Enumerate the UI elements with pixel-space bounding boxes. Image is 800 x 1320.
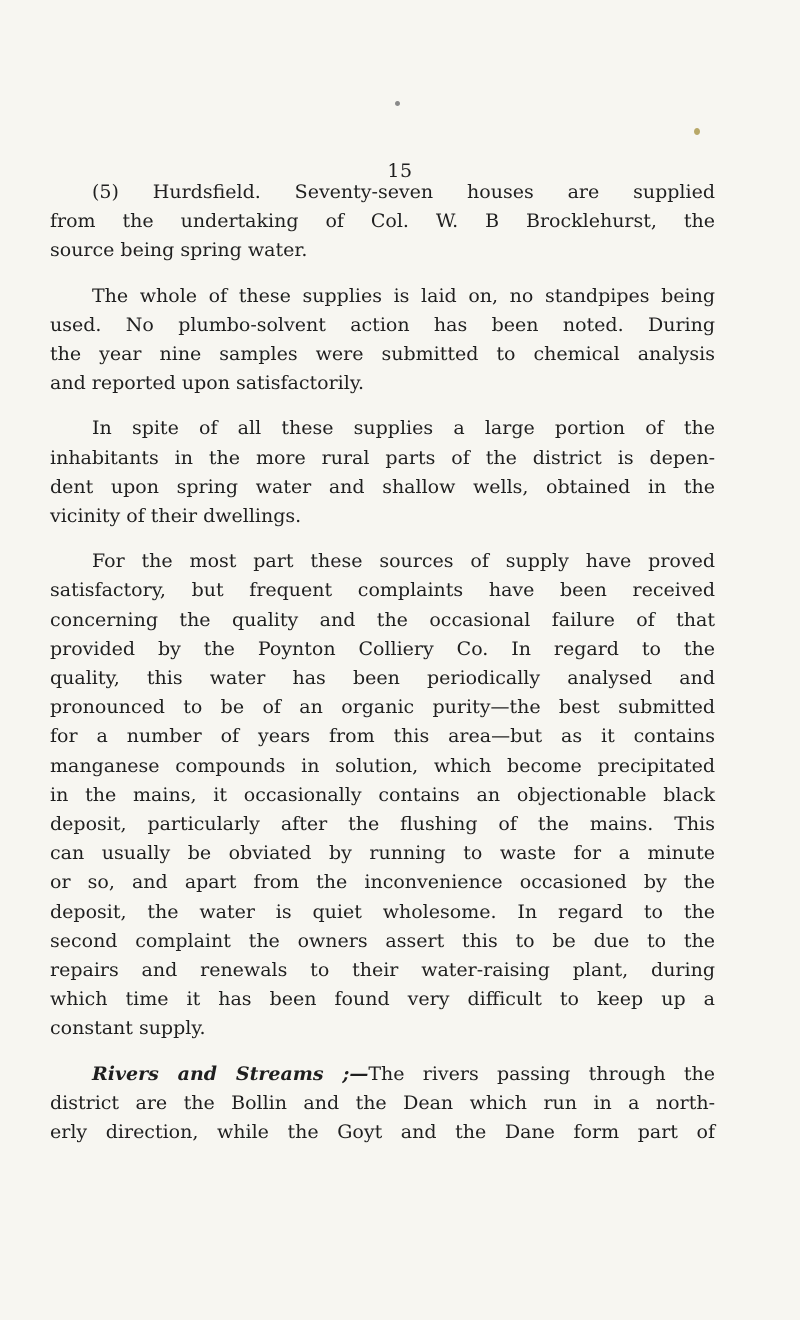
text-line: vicinity of their dwellings. bbox=[50, 505, 302, 528]
text-line: dent upon spring water and shallow wells, obtained in the bbox=[50, 475, 715, 498]
text-line: For the most part these sources of supply have proved bbox=[92, 550, 715, 573]
paragraph-rivers bbox=[50, 1060, 715, 1148]
text-line: the year nine samples were submitted to chemical analysis bbox=[50, 343, 715, 366]
paragraph-rural bbox=[50, 414, 715, 531]
text-line: deposit, the water is quiet wholesome. In regard to the bbox=[50, 900, 715, 923]
text-line: (5) Hurdsfield. Seventy-seven houses are supplied bbox=[92, 181, 715, 203]
text-line: erly direction, while the Goyt and the Dane form part of bbox=[50, 1121, 715, 1144]
body-text bbox=[50, 178, 715, 1163]
text-line: In spite of all these supplies a large portion of the bbox=[92, 417, 715, 440]
text-line: concerning the quality and the occasional failure of that bbox=[50, 608, 715, 631]
text-line: deposit, particularly after the flushing of the mains. This bbox=[50, 813, 715, 836]
text-line: The whole of these supplies is laid on, no standpipes being bbox=[92, 284, 715, 307]
paragraph-poynton bbox=[50, 547, 715, 1043]
text-line: pronounced to be of an organic purity—the best submitted bbox=[50, 696, 715, 719]
text-line: in the mains, it occasionally contains an objectionable black bbox=[50, 783, 715, 806]
text-line: second complaint the owners assert this to be due to the bbox=[50, 929, 715, 952]
text-line: can usually be obviated by running to waste for a minute bbox=[50, 842, 715, 865]
text-line: from the undertaking of Col. W. B Brocklehurst, the bbox=[50, 210, 715, 233]
paragraph-supplies bbox=[50, 282, 715, 399]
text-line bbox=[50, 1060, 715, 1089]
text-line: repairs and renewals to their water-raising plant, during bbox=[50, 959, 715, 982]
print-speck bbox=[395, 101, 400, 106]
text-line: used. No plumbo-solvent action has been noted. During bbox=[50, 313, 715, 336]
text-line: inhabitants in the more rural parts of the district is depen- bbox=[50, 446, 715, 469]
text-line: source being spring water. bbox=[50, 239, 308, 262]
text-line: manganese compounds in solution, which become precipitated bbox=[50, 754, 715, 777]
text-line: constant supply. bbox=[50, 1017, 206, 1040]
print-speck bbox=[694, 128, 700, 135]
text-line: satisfactory, but frequent complaints have been received bbox=[50, 579, 715, 602]
page-number: 15 bbox=[387, 160, 413, 182]
text-line: provided by the Poynton Colliery Co. In regard to the bbox=[50, 637, 715, 660]
paragraph-hurdsfield bbox=[50, 178, 715, 266]
text-line: for a number of years from this area—but as it contains bbox=[50, 725, 715, 748]
section-heading: Rivers and Streams ;— bbox=[92, 1062, 369, 1085]
text-line: district are the Bollin and the Dean which run in a north- bbox=[50, 1091, 715, 1114]
text-line: or so, and apart from the inconvenience occasioned by the bbox=[50, 871, 715, 894]
text-line: quality, this water has been periodically analysed and bbox=[50, 667, 715, 690]
text-line-continuation: The rivers passing through the bbox=[368, 1062, 715, 1085]
text-line: and reported upon satisfactorily. bbox=[50, 372, 365, 395]
text-line: which time it has been found very difficult to keep up a bbox=[50, 988, 715, 1011]
